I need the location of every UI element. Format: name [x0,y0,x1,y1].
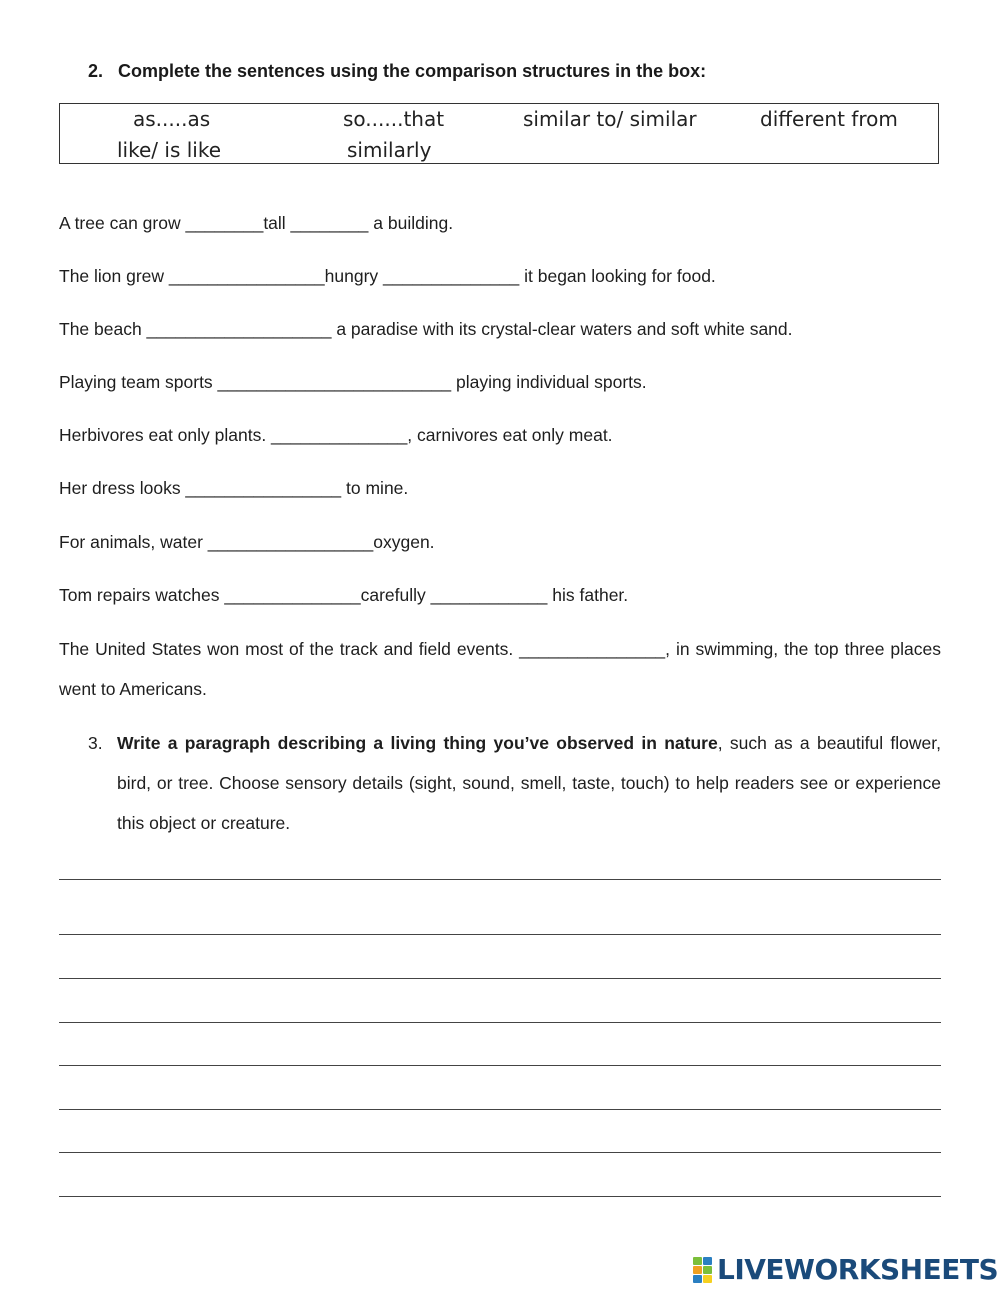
sentence-2: The lion grew ________________hungry ______________ it began looking for food. [59,266,716,286]
writing-line[interactable] [59,879,941,880]
question-3-rest: , such as a beautiful flower, bird, or tree. Choose sensory details (sight, sound, smell, taste, touch) to help readers see or experience this object or creature. [117,733,941,833]
sentence-9: The United States won most of the track and field events. _______________, in swimming, the top three places went to Americans. [59,639,941,699]
word-box-item: similarly [347,138,432,162]
word-box [59,103,939,164]
question-3 [88,723,941,843]
writing-line[interactable] [59,1109,941,1110]
sentence-4: Playing team sports ________________________ playing individual sports. [59,372,647,392]
word-box-item: different from [760,107,898,131]
logo-tile-green-2 [703,1266,712,1274]
word-box-item: like/ is like [117,138,222,162]
question-2-title [88,61,706,82]
sentence-8: Tom repairs watches ______________carefully ____________ his father. [59,585,629,605]
sentence-7: For animals, water _________________oxygen. [59,532,435,552]
sentence-1: A tree can grow ________tall ________ a building. [59,213,454,233]
logo-tile-yellow [703,1275,712,1283]
writing-line[interactable] [59,978,941,979]
sentence-5: Herbivores eat only plants. ______________, carnivores eat only meat. [59,425,613,445]
writing-line[interactable] [59,1152,941,1153]
question-2-text: Complete the sentences using the comparison structures in the box: [118,61,707,81]
question-3-bold: Write a paragraph describing a living thing you’ve observed in nature [117,733,718,753]
word-box-item: similar to/ similar [523,107,697,131]
question-3-text [117,723,941,843]
logo-tile-green [693,1257,702,1265]
writing-line[interactable] [59,934,941,935]
writing-line[interactable] [59,1065,941,1066]
question-3-number: 3. [88,733,103,753]
liveworksheets-logo-icon [693,1257,713,1283]
sentence-3: The beach ___________________ a paradise with its crystal-clear waters and soft white sand. [59,319,793,339]
logo-tile-orange [693,1266,702,1274]
logo-tile-blue [703,1257,712,1265]
sentence-6: Her dress looks ________________ to mine. [59,478,409,498]
word-box-item: so......that [343,107,445,131]
liveworksheets-wordmark: LIVEWORKSHEETS [717,1253,999,1286]
writing-line[interactable] [59,1022,941,1023]
question-2-number: 2. [88,61,104,81]
writing-line[interactable] [59,1196,941,1197]
logo-tile-blue-2 [693,1275,702,1283]
word-box-item: as.....as [133,107,211,131]
liveworksheets-logo [693,1255,998,1285]
